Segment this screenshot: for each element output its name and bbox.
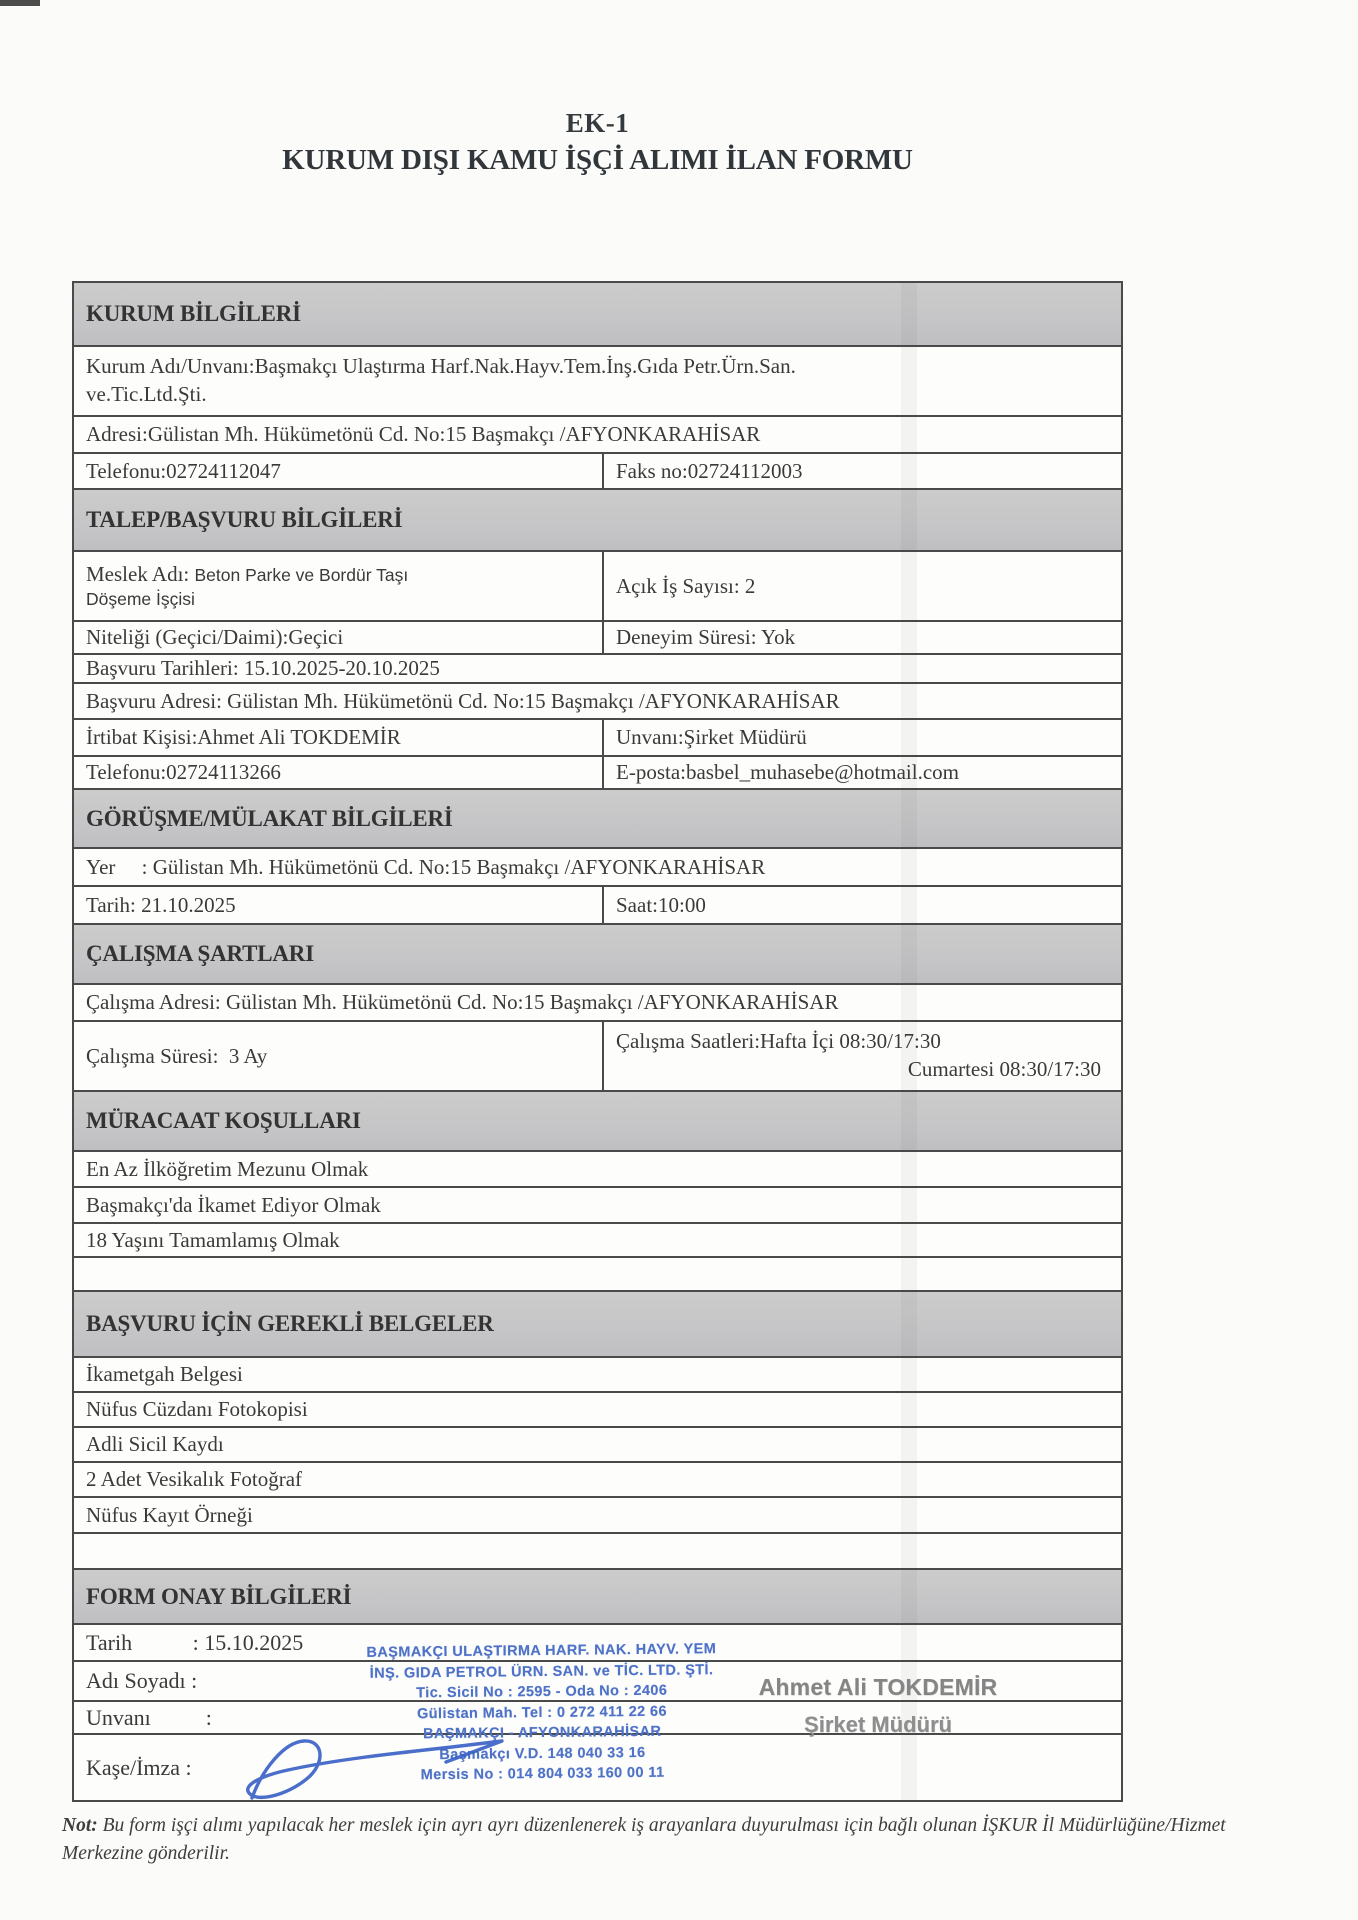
row-belge-3: [74, 1428, 1121, 1463]
section-header-label: TALEP/BAŞVURU BİLGİLERİ: [86, 507, 403, 532]
row-nitelik-deneyim: [74, 622, 1121, 655]
row-irtibat-unvan: [74, 720, 1121, 757]
deneyim-suresi: Deneyim Süresi: Yok: [616, 625, 796, 649]
row-kosul-3: [74, 1224, 1121, 1258]
row-calisma-adresi: [74, 985, 1121, 1022]
row-kurum-adi: [74, 347, 1121, 417]
footer-note: [62, 1812, 1310, 1868]
meslek-value-line2: Döşeme İşçisi: [86, 589, 195, 610]
approver-name: Ahmet Ali TOKDEMİR: [758, 1674, 998, 1700]
page-title: KURUM DIŞI KAMU İŞÇİ ALIMI İLAN FORMU: [282, 144, 913, 176]
irtibat-unvan: Unvanı:Şirket Müdürü: [616, 725, 807, 749]
meslek-value-line1: Beton Parke ve Bordür Taşı: [194, 564, 409, 585]
nitelik: Niteliği (Geçici/Daimi):Geçici: [86, 625, 344, 649]
stamp-line: Gülistan Mah. Tel : 0 272 411 22 66: [416, 1703, 668, 1722]
onay-unvani: Unvanı :: [86, 1704, 212, 1730]
signature-icon: [230, 1732, 530, 1812]
belge-item: 2 Adet Vesikalık Fotoğraf: [86, 1467, 303, 1491]
calisma-adresi: Çalışma Adresi: Gülistan Mh. Hükümetönü Cd. No:15 Başmakçı /AFYONKARAHİSAR: [86, 990, 839, 1014]
onay-tarih: Tarih : 15.10.2025: [86, 1629, 304, 1655]
row-kosul-2: [74, 1188, 1121, 1224]
talep-telefon: Telefonu:02724113266: [86, 760, 281, 784]
row-calisma-suresi-saatleri: [74, 1022, 1121, 1092]
row-belge-4: [74, 1463, 1121, 1498]
approver-title: Şirket Müdürü: [804, 1712, 952, 1737]
section-header-talep-basvuru: [74, 490, 1121, 552]
section-header-label: KURUM BİLGİLERİ: [86, 301, 301, 326]
onay-kase-imza-label: Kaşe/İmza :: [86, 1754, 192, 1780]
row-basvuru-adresi: [74, 684, 1121, 720]
row-belge-2: [74, 1393, 1121, 1428]
acik-is-sayisi: Açık İş Sayısı: 2: [616, 573, 756, 598]
section-header-kurum-bilgileri: [74, 283, 1121, 347]
talep-eposta: E-posta:basbel_muhasebe@hotmail.com: [616, 760, 960, 784]
belge-item: Adli Sicil Kaydı: [86, 1432, 224, 1456]
basvuru-tarihleri: Başvuru Tarihleri: 15.10.2025-20.10.2025: [86, 656, 440, 680]
section-header-form-onay: [74, 1570, 1121, 1625]
kosul-item: En Az İlköğretim Mezunu Olmak: [86, 1156, 369, 1181]
belge-item: Nüfus Cüzdanı Fotokopisi: [86, 1397, 308, 1421]
doc-tag: EK-1: [565, 108, 630, 138]
stamp-line: İNŞ. GIDA PETROL ÜRN. SAN. ve TİC. LTD. ŞTİ.: [369, 1661, 714, 1682]
stamp-line: Tic. Sicil No : 2595 - Oda No : 2406: [416, 1682, 668, 1702]
kurum-adi-line2: ve.Tic.Ltd.Şti.: [86, 382, 207, 406]
kurum-telefon: Telefonu:02724112047: [86, 458, 281, 483]
gorusme-yer: Yer : Gülistan Mh. Hükümetönü Cd. No:15 Başmakçı /AFYONKARAHİSAR: [86, 854, 766, 879]
gorusme-saat: Saat:10:00: [616, 892, 706, 917]
stamp-line: BAŞMAKÇI - AFYONKARAHİSAR: [423, 1723, 662, 1743]
belge-item: İkametgah Belgesi: [86, 1362, 243, 1386]
kurum-adi-line1: Kurum Adı/Unvanı:Başmakçı Ulaştırma Harf.Nak.Hayv.Tem.İnş.Gıda Petr.Ürn.San.: [86, 354, 796, 379]
kurum-adres: Adresi:Gülistan Mh. Hükümetönü Cd. No:15 Başmakçı /AFYONKARAHİSAR: [86, 422, 761, 446]
row-telefon-eposta: [74, 757, 1121, 790]
row-belge-5: [74, 1498, 1121, 1534]
row-kurum-telefon-faks: [74, 454, 1121, 490]
row-empty-spacer: [74, 1534, 1121, 1570]
belge-item: Nüfus Kayıt Örneği: [86, 1502, 253, 1527]
section-header-label: BAŞVURU İÇİN GEREKLİ BELGELER: [86, 1311, 494, 1336]
stamp-line: Başmakçı V.D. 148 040 33 16: [439, 1744, 646, 1763]
calisma-saatleri-line2: Cumartesi 08:30/17:30: [907, 1057, 1101, 1081]
calisma-saatleri-line1: Çalışma Saatleri:Hafta İçi 08:30/17:30: [616, 1029, 941, 1054]
row-empty-spacer: [74, 1258, 1121, 1292]
section-header-label: ÇALIŞMA ŞARTLARI: [86, 941, 314, 966]
footer-note-label: Not:: [62, 1815, 98, 1836]
row-kurum-adres: [74, 417, 1121, 454]
form-table: [72, 281, 1123, 1802]
row-belge-1: [74, 1358, 1121, 1393]
onay-adi-soyadi: Adı Soyadı :: [86, 1668, 198, 1693]
section-header-label: MÜRACAAT KOŞULLARI: [86, 1108, 361, 1133]
kurum-faks: Faks no:02724112003: [616, 458, 803, 483]
kosul-item: 18 Yaşını Tamamlamış Olmak: [86, 1227, 340, 1252]
row-meslek-acikis: [74, 552, 1121, 622]
section-header-label: GÖRÜŞME/MÜLAKAT BİLGİLERİ: [86, 805, 453, 831]
section-header-label: FORM ONAY BİLGİLERİ: [86, 1583, 352, 1609]
section-header-calisma-sartlari: [74, 925, 1121, 985]
row-kosul-1: [74, 1152, 1121, 1188]
section-header-gerekli-belgeler: [74, 1292, 1121, 1358]
irtibat-kisisi: İrtibat Kişisi:Ahmet Ali TOKDEMİR: [86, 725, 401, 749]
basvuru-adresi: Başvuru Adresi: Gülistan Mh. Hükümetönü Cd. No:15 Başmakçı /AFYONKARAHİSAR: [86, 688, 840, 713]
meslek-label: Meslek Adı:: [86, 561, 195, 586]
section-header-muracaat-kosullari: [74, 1092, 1121, 1152]
stamp-line: Mersis No : 014 804 033 160 00 11: [420, 1764, 665, 1784]
footer-note-text: Bu form işçi alımı yapılacak her meslek için ayrı ayrı düzenlenerek iş arayanlara duyurulması için bağlı olunan İŞKUR İl Müdürlüğüne/Hizmet Merkezine gönderilir.: [62, 1815, 1231, 1864]
kosul-item: Başmakçı'da İkamet Ediyor Olmak: [86, 1192, 381, 1217]
calisma-suresi: Çalışma Süresi: 3 Ay: [86, 1043, 268, 1068]
section-header-gorusme-mulakat: [74, 790, 1121, 849]
scan-artifact-corner: [0, 0, 40, 6]
row-gorusme-yer: [74, 849, 1121, 887]
stamp-line: BAŞMAKÇI ULAŞTIRMA HARF. NAK. HAYV. YEM: [366, 1641, 717, 1661]
row-gorusme-tarih-saat: [74, 887, 1121, 925]
row-basvuru-tarihleri: [74, 655, 1121, 684]
gorusme-tarih: Tarih: 21.10.2025: [86, 892, 236, 917]
